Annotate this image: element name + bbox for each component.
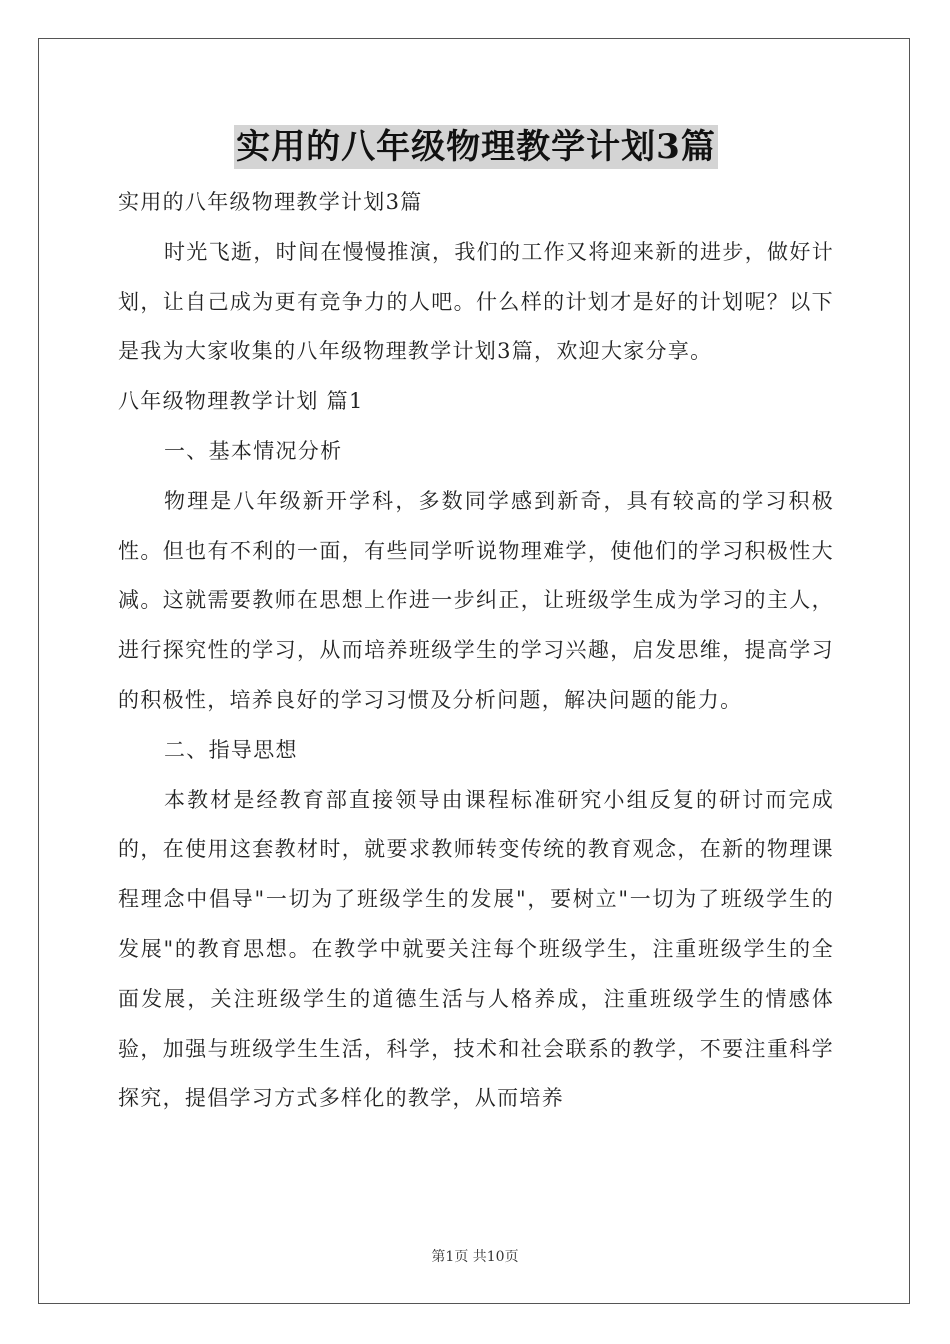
document-body — [118, 122, 834, 1124]
part2-heading: 二、指导思想 — [164, 737, 298, 762]
page-footer — [0, 1247, 950, 1267]
part1-heading: 一、基本情况分析 — [164, 438, 343, 463]
page-number: 第1页 共10页 — [431, 1249, 519, 1265]
intro-paragraph: 时光飞逝，时间在慢慢推演，我们的工作又将迎来新的进步，做好计划，让自己成为更有竞争力的人吧。什么样的计划才是好的计划呢？以下是我为大家收集的八年级物理教学计划3篇，欢迎大家分享。 — [118, 239, 834, 364]
document-subtitle: 实用的八年级物理教学计划3篇 — [118, 190, 423, 214]
section-heading: 八年级物理教学计划 篇1 — [118, 389, 364, 414]
part2-paragraph: 本教材是经教育部直接领导由课程标准研究小组反复的研讨而完成的，在使用这套教材时，就要求教师转变传统的教育观念，在新的物理课程理念中倡导"一切为了班级学生的发展"，要树立"一切为了班级学生的发展"的教育思想。在教学中就要关注每个班级学生，注重班级学生的全面发展，关注班级学生的道德生活与人格养成，注重班级学生的情感体验，加强与班级学生生活，科学，技术和社会联系的教学，不要注重科学探究，提倡学习方式多样化的教学，从而培养 — [118, 787, 834, 1111]
document-title-text: 实用的八年级物理教学计划3篇 — [236, 127, 716, 167]
part1-paragraph: 物理是八年级新开学科，多数同学感到新奇，具有较高的学习积极性。但也有不利的一面，有些同学听说物理难学，使他们的学习积极性大减。这就需要教师在思想上作进一步纠正，让班级学生成为学习的主人，进行探究性的学习，从而培养班级学生的学习兴趣，启发思维，提高学习的积极性，培养良好的学习习惯及分析问题，解决问题的能力。 — [118, 488, 834, 712]
document-title — [118, 122, 834, 172]
